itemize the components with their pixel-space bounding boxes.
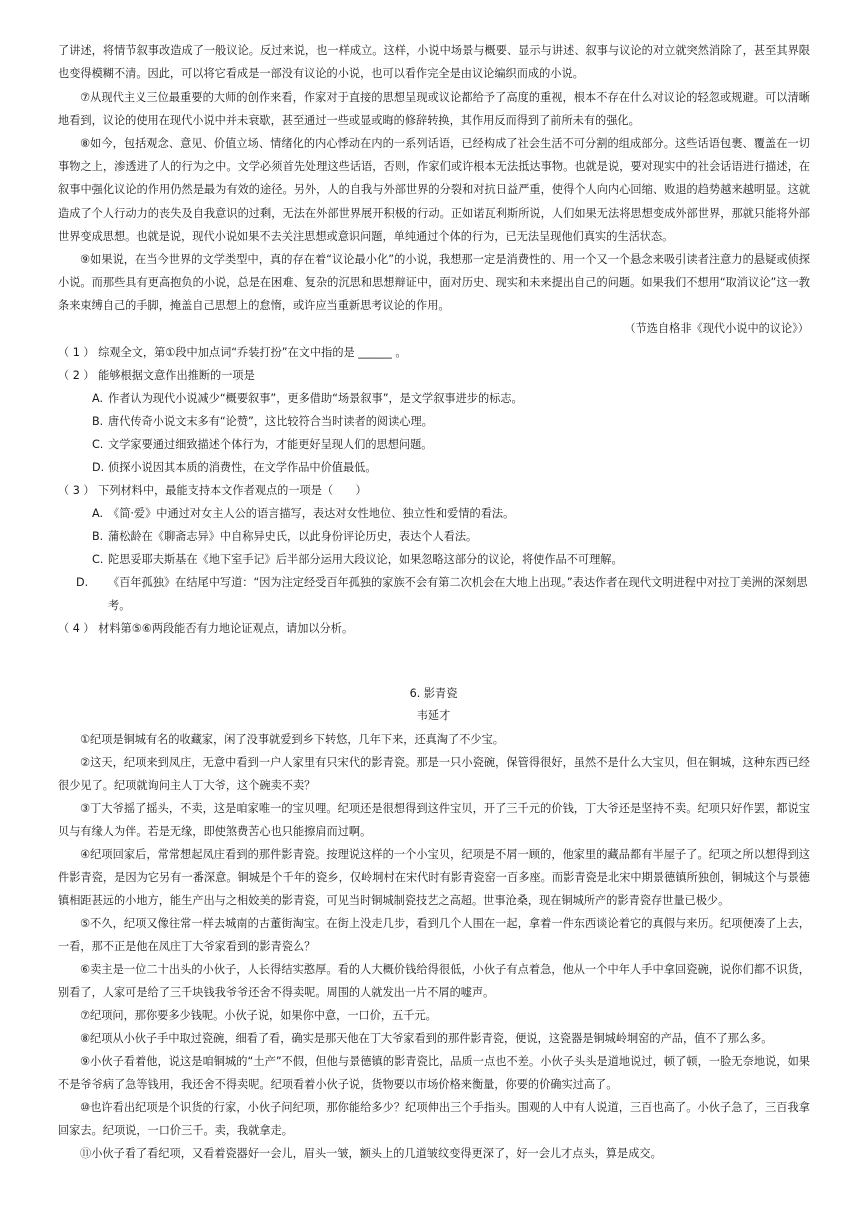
option-key: C. [92,438,104,451]
option-text: 蒲松龄在《聊斋志异》中自称异史氏，以此身份评论历史，表达个人看法。 [108,530,478,543]
option-text: 作者认为现代小说减少“概要叙事”，更多借助“场景叙事”，是文学叙事进步的标志。 [108,392,523,405]
story-title: 6. 影青瓷 [409,687,458,700]
paragraph-8: ⑧如今，包括观念、意见、价值立场、情绪化的内心悸动在内的一系列话语，已经构成了社会生活不可分割的组成部分。这些话语包裹、覆盖在一切事物之上，渗透进了人的行为之中。文学必须首先处理这些话语，否则，作家们或许根本无法抵达事物。也就是说，要对现实中的社会话语进行描述，在叙事中强化议论的作用仍然是最为有效的途径。另外，人的自我与外部世界的分裂和对抗日益严重，使得个人向内心回缩、败退的趋势越来越明显。这就造成了个人行动力的丧失及自我意识的过剩，无法在外部世界展开积极的行动。正如诺瓦利斯所说，人们如果无法将思想变成外部世界，那就只能将外部世界变成思想。也就是说，现代小说如果不去关注思想或意识问题，单纯通过个体的行为，已无法呈现他们真实的生活状态。 [58,137,810,243]
story-paragraph-11: ⑪小伙子看了看纪项，又看着瓷器好一会儿，眉头一皱，额头上的几道皱纹变得更深了，好一会儿才点头，算是成交。 [80,1147,662,1160]
story-paragraph-3: ③丁大爷摇了摇头，不卖，这是咱家唯一的宝贝哩。纪项还是很想得到这件宝贝，开了三千元的价钱，丁大爷还是坚持不卖。纪项只好作罢，都说宝贝与有缘人为伴。若是无缘，即使煞费苦心也只能擦肩而过啊。 [58,802,810,839]
paragraph-continuation: 了讲述，将情节叙事改造成了一般议论。反过来说，也一样成立。这样，小说中场景与概要、显示与讲述、叙事与议论的对立就突然消除了，甚至其界限也变得模糊不清。因此，可以将它看成是一部没有议论的小说，也可以看作完全是由议论编织而成的小说。 [58,44,810,81]
question-2: （ 2 ） 能够根据文意作出推断的一项是 [58,369,255,382]
q2-option-d[interactable] [92,456,810,479]
option-key: D. [92,461,105,474]
story-paragraph-4: ④纪项回家后，常常想起凤庄看到的那件影青瓷。按理说这样的一个小宝贝，纪项是不屑一顾的，他家里的藏品都有半屋子了。纪项之所以想得到这件影青瓷，是因为它另有一番深意。铜城是个千年的瓷乡，仅岭垌村在宋代时有影青瓷窑一百多座。而影青瓷是北宋中期景德镇所独创，铜城这个与景德镇相距甚远的小地方，能生产出与之相姣美的影青瓷，可见当时铜城制瓷技艺之高超。世事沧桑，现在铜城所产的影青瓷存世量已极少。 [58,848,810,908]
story-paragraph-1: ①纪项是铜城有名的收藏家，闲了没事就爱到乡下转悠，几年下来，还真淘了不少宝。 [80,733,504,746]
option-text: 《百年孤独》在结尾中写道：“因为注定经受百年孤独的家族不会有第二次机会在大地上出现。”表达作者在现代文明进程中对拉丁美洲的深刻思考。 [108,576,808,612]
story-paragraph-6: ⑥卖主是一位二十出头的小伙子，人长得结实憨厚。看的人大概价钱给得很低，小伙子有点着急，他从一个中年人手中拿回瓷碗，说你们都不识货，别看了，人家可是给了三千块钱我爷爷还舍不得卖呢。周围的人就发出一片不屑的嘘声。 [58,963,810,1000]
question-4: （ 4 ） 材料第⑤⑥两段能否有力地论证观点，请加以分析。 [58,622,354,635]
q2-option-a[interactable] [92,387,810,410]
option-text: 《简·爱》中通过对女主人公的语言描写，表达对女性地位、独立性和爱情的看法。 [108,507,515,520]
q3-option-a[interactable] [92,502,810,525]
paragraph-9: ⑨如果说，在当今世界的文学类型中，真的存在着“议论最小化”的小说，我想那一定是消费性的、用一个又一个悬念来吸引读者注意力的悬疑或侦探小说。而那些具有更高抱负的小说，总是在困难、复杂的沉思和思想辩证中，面对历史、现实和未来提出自己的问题。如果我们不想用“取消议论”这一教条来束缚自己的手脚，掩盖自己思想上的怠惰，或许应当重新思考议论的作用。 [58,253,810,313]
option-key: A. [92,392,104,405]
source-citation: （节选自格非《现代小说中的议论》） [624,322,809,335]
story-paragraph-8: ⑧纪项从小伙子手中取过瓷碗，细看了看，确实是那天他在丁大爷家看到的那件影青瓷，便说，这瓷器是铜城岭垌窑的产品，值不了那么多。 [80,1032,773,1045]
story-author: 韦延才 [416,709,451,722]
q3-option-d[interactable] [76,571,810,617]
option-text: 陀思妥耶夫斯基在《地下室手记》后半部分运用大段议论，如果忽略这部分的议论，将使作品不可理解。 [108,553,623,566]
option-key: A. [92,507,104,520]
story-paragraph-9: ⑨小伙子看着他，说这是咱铜城的“土产”不假，但他与景德镇的影青瓷比，品质一点也不差。小伙子头头是道地说过，顿了顿，一脸无奈地说，如果不是爷爷病了急等钱用，我还舍不得卖呢。纪项看着小伙子说，货物要以市场价格来衡量，你要的价确实过高了。 [58,1055,810,1092]
option-text: 唐代传奇小说文末多有“论赞”，这比较符合当时读者的阅读心理。 [108,415,433,428]
option-key: B. [92,530,104,543]
option-key: C. [92,553,104,566]
story-paragraph-7: ⑦纪项问，那你要多少钱呢。小伙子说，如果你中意，一口价，五千元。 [80,1009,437,1022]
story-paragraph-10: ⑩也许看出纪项是个识货的行家，小伙子问纪项，那你能给多少？纪项伸出三个手指头。围观的人中有人说道，三百也高了。小伙子急了，三百我拿回家去。纪项说，一口价三千。卖，我就拿走。 [58,1101,810,1138]
q3-option-b[interactable] [92,525,810,548]
option-text: 侦探小说因其本质的消费性，在文学作品中价值最低。 [108,461,377,474]
story-paragraph-2: ②这天，纪项来到凤庄，无意中看到一户人家里有只宋代的影青瓷。那是一只小瓷碗，保管得很好，虽然不是什么大宝贝，但在铜城，这种东西已经很少见了。纪项就询问主人丁大爷，这个碗卖不卖？ [58,756,810,793]
question-1: （ 1 ） 综观全文，第①段中加点词“乔装打扮”在文中指的是 ______ 。 [58,346,407,359]
story-paragraph-5: ⑤不久，纪项又像往常一样去城南的古董街淘宝。在街上没走几步，看到几个人围在一起，拿着一件东西谈论着它的真假与来历。纪项便凑了上去，一看，那不正是他在凤庄丁大爷家看到的影青瓷么？ [58,917,810,954]
paragraph-7: ⑦从现代主义三位最重要的大师的创作来看，作家对于直接的思想呈现或议论都给予了高度的重视，根本不存在什么对议论的轻忽或规避。可以清晰地看到，议论的使用在现代小说中并未衰歇，甚至通过一些或显或晦的修辞转换，其作用反而得到了前所未有的强化。 [58,91,810,128]
option-key: D. [76,576,89,589]
q2-option-b[interactable] [92,410,810,433]
option-key: B. [92,415,104,428]
question-3: （ 3 ） 下列材料中，最能支持本文作者观点的一项是（ ） [58,484,367,497]
q2-option-c[interactable] [92,433,810,456]
option-text: 文学家要通过细致描述个体行为，才能更好呈现人们的思想问题。 [108,438,433,451]
q3-option-c[interactable] [92,548,810,571]
